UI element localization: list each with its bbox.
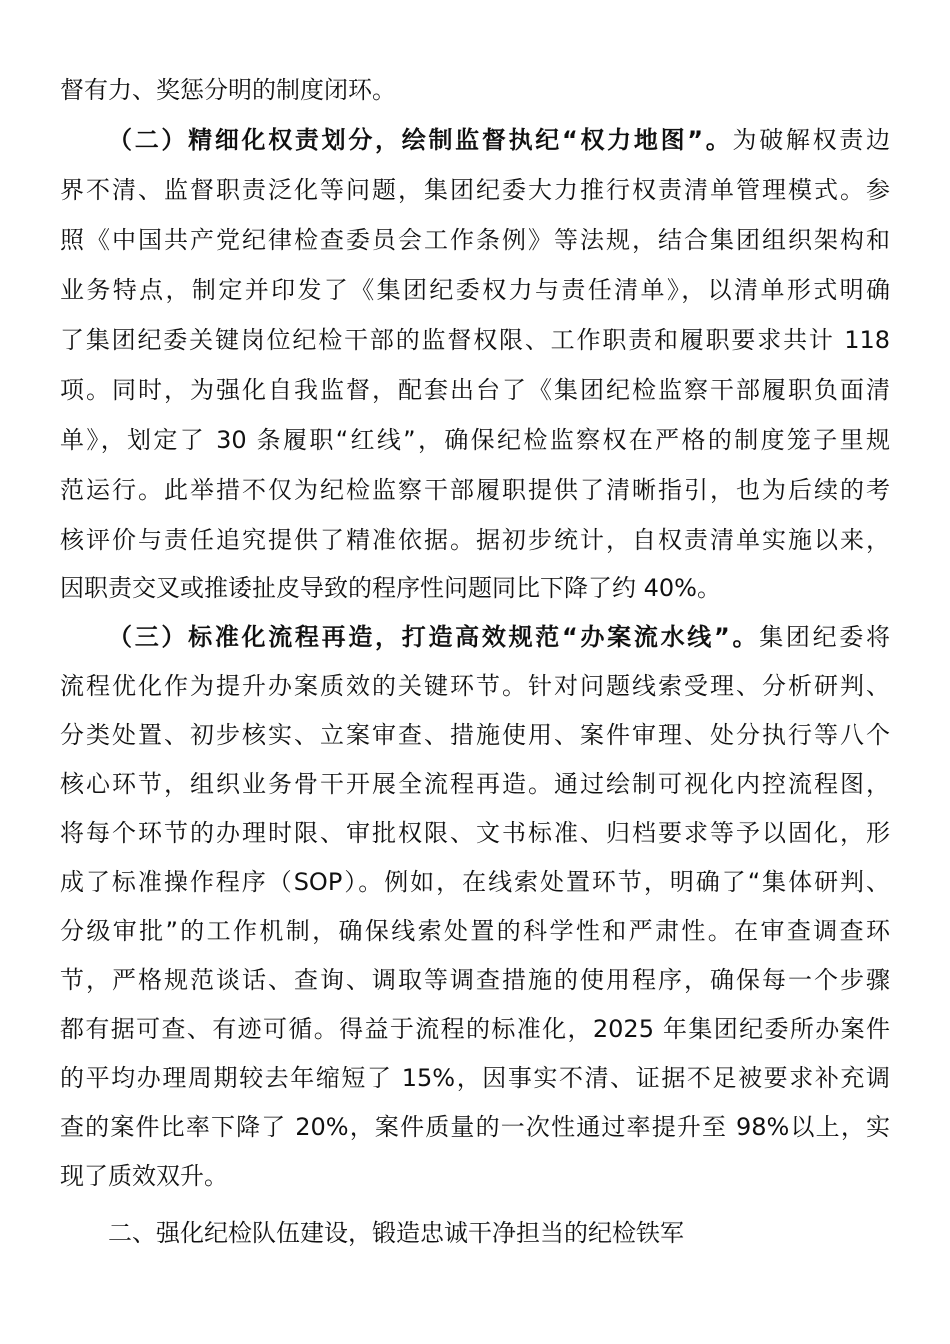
- paragraph-line: 节，严格规范谈话、查询、调取等调查措施的使用程序，确保每一个步骤: [60, 966, 890, 994]
- paragraph-line: 核评价与责任追究提供了精准依据。据初步统计，自权责清单实施以来，: [60, 526, 890, 554]
- paragraph-line: 分级审批”的工作机制，确保线索处置的科学性和严肃性。在审查调查环: [60, 917, 890, 945]
- paragraph-line: 的平均办理周期较去年缩短了 15%，因事实不清、证据不足被要求补充调: [60, 1064, 890, 1092]
- paragraph-heading: （三）标准化流程再造，打造高效规范“办案流水线”。: [108, 623, 760, 651]
- paragraph-first-line: [108, 612, 890, 662]
- paragraph-first-line: [108, 115, 890, 165]
- paragraph-line: 项。同时，为强化自我监督，配套出台了《集团纪检监察干部履职负面清: [60, 376, 890, 404]
- paragraph-line: 都有据可查、有迹可循。得益于流程的标准化，2025 年集团纪委所办案件: [60, 1015, 890, 1043]
- paragraph-line: 核心环节，组织业务骨干开展全流程再造。通过绘制可视化内控流程图，: [60, 770, 890, 798]
- paragraph-line: 现了质效双升。: [60, 1162, 228, 1190]
- paragraph-text: 集团纪委将: [759, 623, 891, 651]
- paragraph-line: 将每个环节的办理时限、审批权限、文书标准、归档要求等予以固化，形: [60, 819, 890, 847]
- paragraph-line: 了集团纪委关键岗位纪检干部的监督权限、工作职责和履职要求共计 118: [60, 326, 890, 354]
- paragraph-line: 界不清、监督职责泛化等问题，集团纪委大力推行权责清单管理模式。参: [60, 176, 890, 204]
- paragraph-line: 范运行。此举措不仅为纪检监察干部履职提供了清晰指引，也为后续的考: [60, 476, 890, 504]
- paragraph-line: 流程优化作为提升办案质效的关键环节。针对问题线索受理、分析研判、: [60, 672, 890, 700]
- paragraph-line: 因职责交叉或推诿扯皮导致的程序性问题同比下降了约 40%。: [60, 574, 721, 602]
- paragraph-line: 单》，划定了 30 条履职“红线”，确保纪检监察权在严格的制度笼子里规: [60, 426, 890, 454]
- paragraph-line: 督有力、奖惩分明的制度闭环。: [60, 76, 396, 104]
- paragraph-line: 成了标准操作程序（SOP）。例如，在线索处置环节，明确了“集体研判、: [60, 868, 890, 896]
- paragraph-line: 业务特点，制定并印发了《集团纪委权力与责任清单》，以清单形式明确: [60, 276, 890, 304]
- paragraph-line: 分类处置、初步核实、立案审查、措施使用、案件审理、处分执行等八个: [60, 721, 890, 749]
- section-heading: 二、强化纪检队伍建设，锻造忠诚干净担当的纪检铁军: [108, 1219, 684, 1247]
- paragraph-heading: （二）精细化权责划分，绘制监督执纪“权力地图”。: [108, 126, 733, 154]
- paragraph-line: 查的案件比率下降了 20%，案件质量的一次性通过率提升至 98%以上，实: [60, 1113, 890, 1141]
- paragraph-text: 为破解权责边: [732, 126, 891, 154]
- paragraph-line: 照《中国共产党纪律检查委员会工作条例》等法规，结合集团组织架构和: [60, 226, 890, 254]
